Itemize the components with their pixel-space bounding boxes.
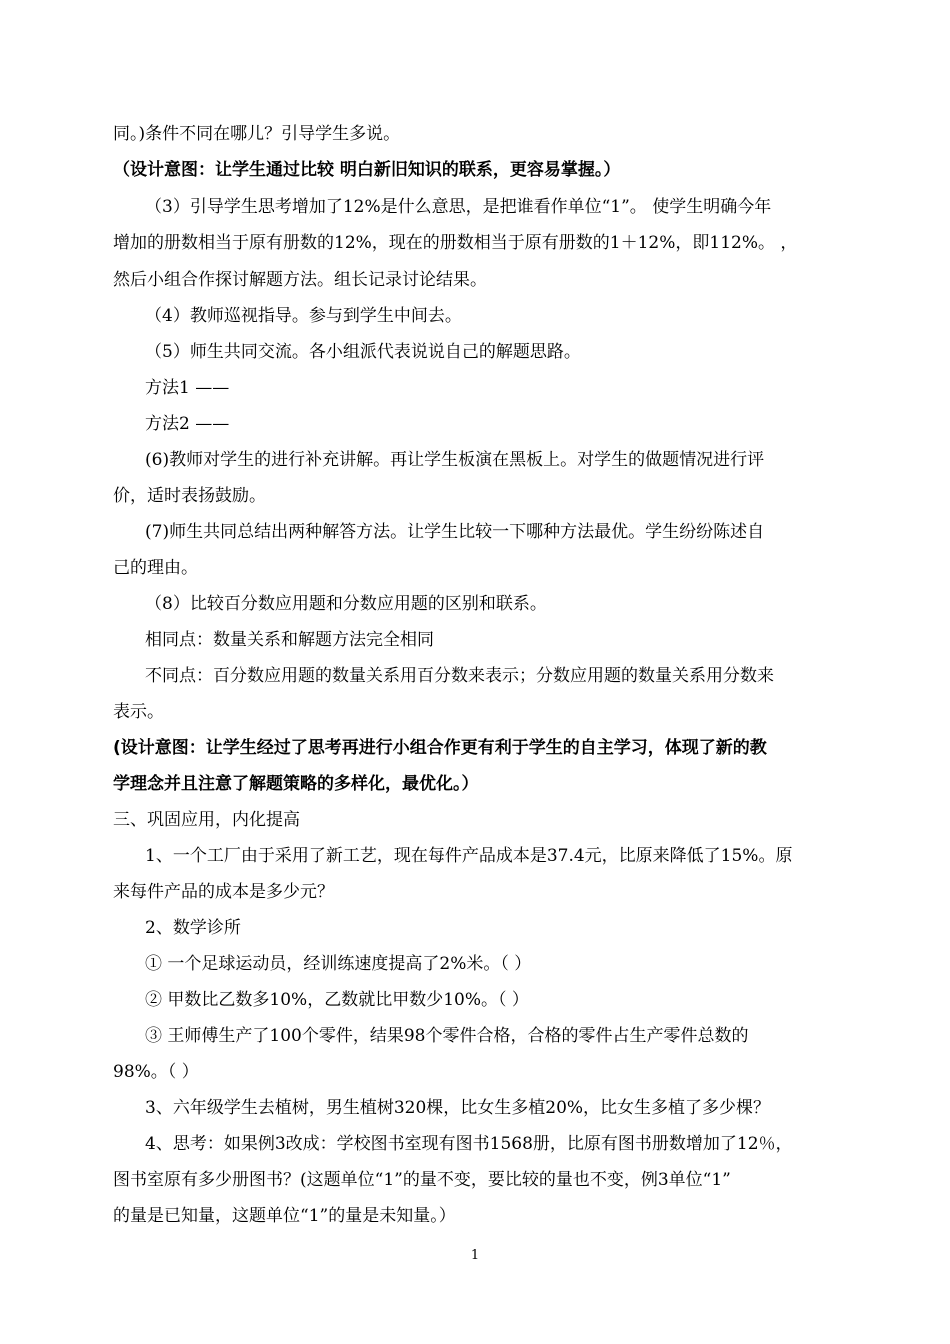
text-line: 图书室原有多少册图书？(这题单位“1”的量不变，要比较的量也不变，例3单位“1” (113, 1170, 731, 1190)
text-line: (6)教师对学生的进行补充讲解。再让学生板演在黑板上。对学生的做题情况进行评 (145, 450, 765, 470)
page-number: 1 (470, 1248, 480, 1263)
text-line: 98%。（ ） (113, 1062, 199, 1082)
text-line: 3、六年级学生去植树，男生植树320棵，比女生多植20%，比女生多植了多少棵？ (145, 1098, 771, 1118)
text-line: 增加的册数相当于原有册数的12%，现在的册数相当于原有册数的1＋12%，即112%。 ， (113, 233, 798, 253)
design-intent-line: 学理念并且注意了解题策略的多样化，最优化。） (113, 774, 479, 794)
text-line: ③ 王师傅生产了100个零件，结果98个零件合格，合格的零件占生产零件总数的 (145, 1026, 749, 1046)
text-line: 1、一个工厂由于采用了新工艺，现在每件产品成本是37.4元，比原来降低了15%。原 (145, 846, 793, 866)
text-line: 价，适时表扬鼓励。 (113, 486, 266, 506)
text-line: 不同点：百分数应用题的数量关系用百分数来表示；分数应用题的数量关系用分数来 (145, 666, 774, 686)
text-line: 方法2 —— (145, 414, 230, 434)
text-line: (7)师生共同总结出两种解答方法。让学生比较一下哪种方法最优。学生纷纷陈述自 (145, 522, 765, 542)
design-intent-line: （设计意图：让学生通过比较 明白新旧知识的联系，更容易掌握。） (113, 160, 621, 180)
text-line: 来每件产品的成本是多少元？ (113, 882, 334, 902)
text-line: （8）比较百分数应用题和分数应用题的区别和联系。 (145, 594, 547, 614)
text-line: 4、思考：如果例3改成：学校图书室现有图书1568册，比原有图书册数增加了12％， (145, 1134, 793, 1154)
text-line: 己的理由。 (113, 558, 198, 578)
text-line: 2、数学诊所 (145, 918, 241, 938)
section-heading: 三、巩固应用，内化提高 (113, 810, 300, 830)
text-line: 表示。 (113, 702, 164, 722)
text-line: 相同点：数量关系和解题方法完全相同 (145, 630, 434, 650)
text-line: 同。)条件不同在哪儿？引导学生多说。 (113, 124, 401, 144)
text-line: （4）教师巡视指导。参与到学生中间去。 (145, 306, 462, 326)
text-line: 方法1 —— (145, 378, 230, 398)
text-line: ① 一个足球运动员，经训练速度提高了2%米。（ ） (145, 954, 532, 974)
text-line: ② 甲数比乙数多10%，乙数就比甲数少10%。（ ） (145, 990, 529, 1010)
text-line: （3）引导学生思考增加了12%是什么意思，是把谁看作单位“1”。 使学生明确今年 (145, 197, 772, 217)
design-intent-line: (设计意图：让学生经过了思考再进行小组合作更有利于学生的自主学习，体现了新的教 (113, 738, 767, 758)
text-line: 然后小组合作探讨解题方法。组长记录讨论结果。 (113, 270, 487, 290)
text-line: 的量是已知量，这题单位“1”的量是未知量。） (113, 1206, 456, 1226)
text-line: （5）师生共同交流。各小组派代表说说自己的解题思路。 (145, 342, 581, 362)
